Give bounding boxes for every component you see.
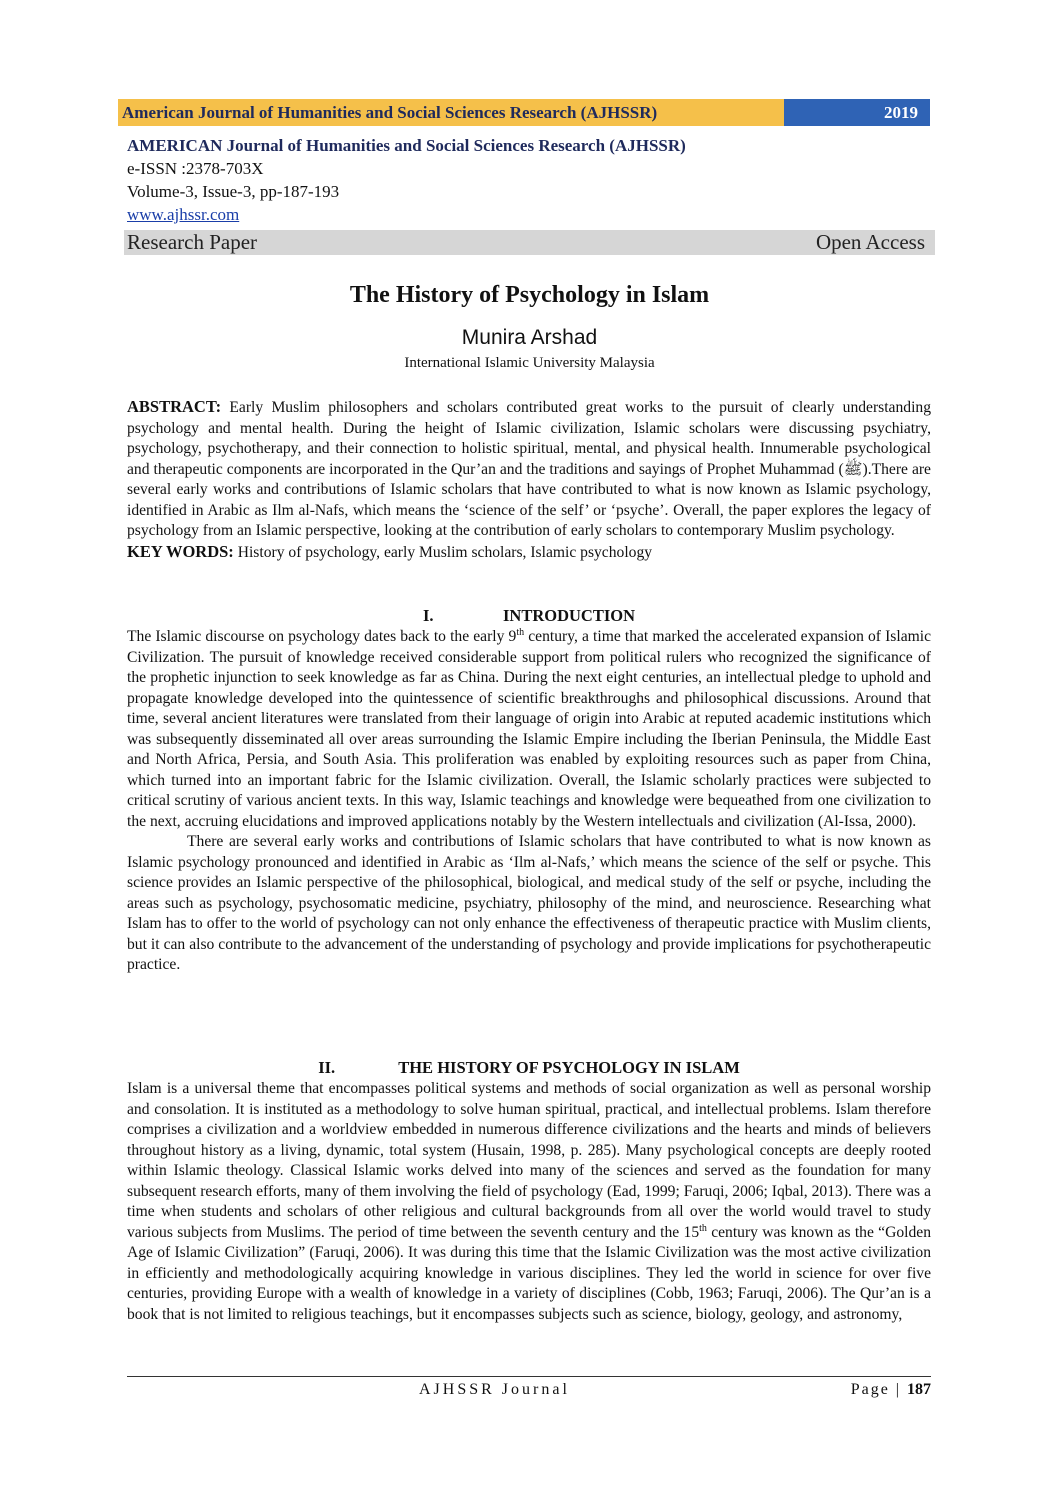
access-type-label: Open Access: [815, 230, 925, 254]
masthead-title: AMERICAN Journal of Humanities and Social Sciences Research (AJHSSR): [127, 136, 686, 155]
author-name: Munira Arshad: [461, 326, 598, 349]
intro-paragraph-1: [127, 627, 931, 832]
history-paragraph-1: [127, 1079, 931, 1325]
paper-type-bar: [124, 230, 935, 255]
footer-page-label: Page |: [850, 1381, 907, 1398]
section-introduction: [127, 605, 931, 976]
keywords-text: History of psychology, early Muslim scholars, Islamic psychology: [233, 543, 653, 561]
abstract-paragraph: [127, 397, 931, 542]
author-affiliation: International Islamic University Malaysia: [404, 355, 655, 371]
footer-page-number: 187: [907, 1381, 931, 1398]
superscript: th: [699, 1222, 707, 1234]
keywords-paragraph: [127, 542, 931, 564]
header-journal-name: American Journal of Humanities and Social Sciences Research (AJHSSR): [118, 99, 784, 126]
section-heading-introduction: [127, 605, 931, 627]
footer-journal: AJHSSR Journal: [419, 1381, 570, 1398]
history-text-b: century was known as the “Golden Age of Islamic Civilization” (Faruqi, 2006). It was during this time that the Islamic Civilization was the most active civilization in efficiently and methodologically acquiring knowledge in various disciplines. They led the world in science for over five centuries, providing Europe with a wealth of knowledge in a variety of disciplines (Cobb, 1963; Faruqi, 2006). The Qur’an is a book that is not limited to religious teachings, but it encompasses subjects such as science, biology, geology, and astronomy,: [127, 1223, 931, 1323]
journal-header-bar: [118, 99, 930, 126]
header-year: 2019: [784, 99, 930, 126]
intro-text-b: century, a time that marked the accelerated expansion of Islamic Civilization. The pursuit of knowledge received considerable support from political rulers who recognized the significance of the prophetic injunction to seek knowledge as far as China. During the next eight centuries, an intellectual pledge to uphold and propagate knowledge developed into the quintessence of scientific breakthroughs and philosophical discussions. Around that time, several ancient literatures were translated from their language of origin into Arabic at reputed academic institutions which was subsequently disseminated all over areas surrounding the Islamic Empire including the Iberian Peninsula, the Middle East and North Africa, Persia, and South Asia. This proliferation was enabled by exploiting resources such as paper from China, which turned into an important fabric for the Islamic civilization. Overall, the Islamic scholarly practices were subjected to critical scrutiny of various ancient texts. In this way, Islamic teachings and knowledge were bequeathed from one civilization to the next, accruing elucidations and improved applications notably by the Western intellectuals and civilization (Al-Issa, 2000).: [127, 628, 931, 830]
paper-title: The History of Psychology in Islam: [349, 282, 710, 308]
masthead: [127, 134, 935, 226]
footer-page: [851, 1381, 931, 1399]
section-title: THE HISTORY OF PSYCHOLOGY IN ISLAM: [398, 1058, 740, 1077]
paper-type-label: Research Paper: [127, 230, 258, 254]
abstract-text: Early Muslim philosophers and scholars contributed great works to the pursuit of clearly understanding psychology and mental health. During the height of Islamic civilization, Islamic scholars were discussing psychiatry, psychology, psychotherapy, and their connection to holistic spiritual, mental, and physical health. Innumerable psychological and therapeutic components are incorporated in the Qur’an and the traditions and sayings of Prophet Muhammad (ﷺ).There are several early works and contributions of Islamic scholars that have contributed to what is now known as Islamic psychology, identified in Arabic as Ilm al-Nafs, which means the ‘science of the self’ or ‘psyche’. Overall, the paper explores the legacy of psychology from an Islamic perspective, looking at the contribution of early scholars to contemporary Muslim psychology.: [127, 399, 931, 539]
intro-text-a: The Islamic discourse on psychology dates back to the early 9: [127, 628, 517, 645]
section-heading-history: [127, 1057, 931, 1079]
superscript: th: [516, 626, 525, 638]
section-number: I.: [422, 606, 434, 625]
masthead-volume: Volume-3, Issue-3, pp-187-193: [127, 182, 340, 201]
masthead-website-link[interactable]: www.ajhssr.com: [127, 205, 240, 224]
section-history: [127, 1057, 931, 1325]
history-text-a: Islam is a universal theme that encompasses political systems and methods of social organization as well as personal worship and consolation. It is instituted as a methodology to solve human spiritual, practical, and intellectual problems. Islam therefore comprises a civilization and a worldview embedded in numerous difference civilizations and the hearts and minds of believers throughout history as a living, dynamic, total system (Husain, 1998, p. 285). Many psychological concepts are deeply rooted within Islamic theology. Classical Islamic works delved into many of the sciences and served as the foundation for many subsequent research efforts, many of them involving the field of psychology (Ead, 1999; Faruqi, 2006; Iqbal, 2013). There was a time when students and scholars of other religious and cultural backgrounds from all over the world would travel to study various subjects from Muslims. The period of time between the seventh century and the 15: [127, 1080, 931, 1241]
section-number: II.: [318, 1058, 336, 1077]
abstract-label: ABSTRACT:: [127, 397, 222, 416]
keywords-label: KEY WORDS:: [127, 541, 234, 561]
masthead-issn: e-ISSN :2378-703X: [127, 159, 264, 178]
page-footer: [127, 1376, 931, 1399]
abstract-block: [127, 397, 931, 563]
intro-paragraph-2: There are several early works and contributions of Islamic scholars that have contributed to what is now known as Islamic psychology pronounced and identified in Arabic as ‘Ilm al-Nafs,’ which means the science of the self or psyche. This science provides an Islamic perspective of the philosophical, biological, and medical study of the self or psyche, including the areas such as psychology, psychosomatic medicine, psychiatry, philosophy of the mind, and neuroscience. Researching what Islam has to offer to the world of psychology can not only enhance the effectiveness of therapeutic practice with Muslim clients, but it can also contribute to the advancement of the understanding of psychology and provide implications for psychotherapeutic practice.: [127, 833, 931, 973]
section-title: INTRODUCTION: [502, 606, 636, 625]
